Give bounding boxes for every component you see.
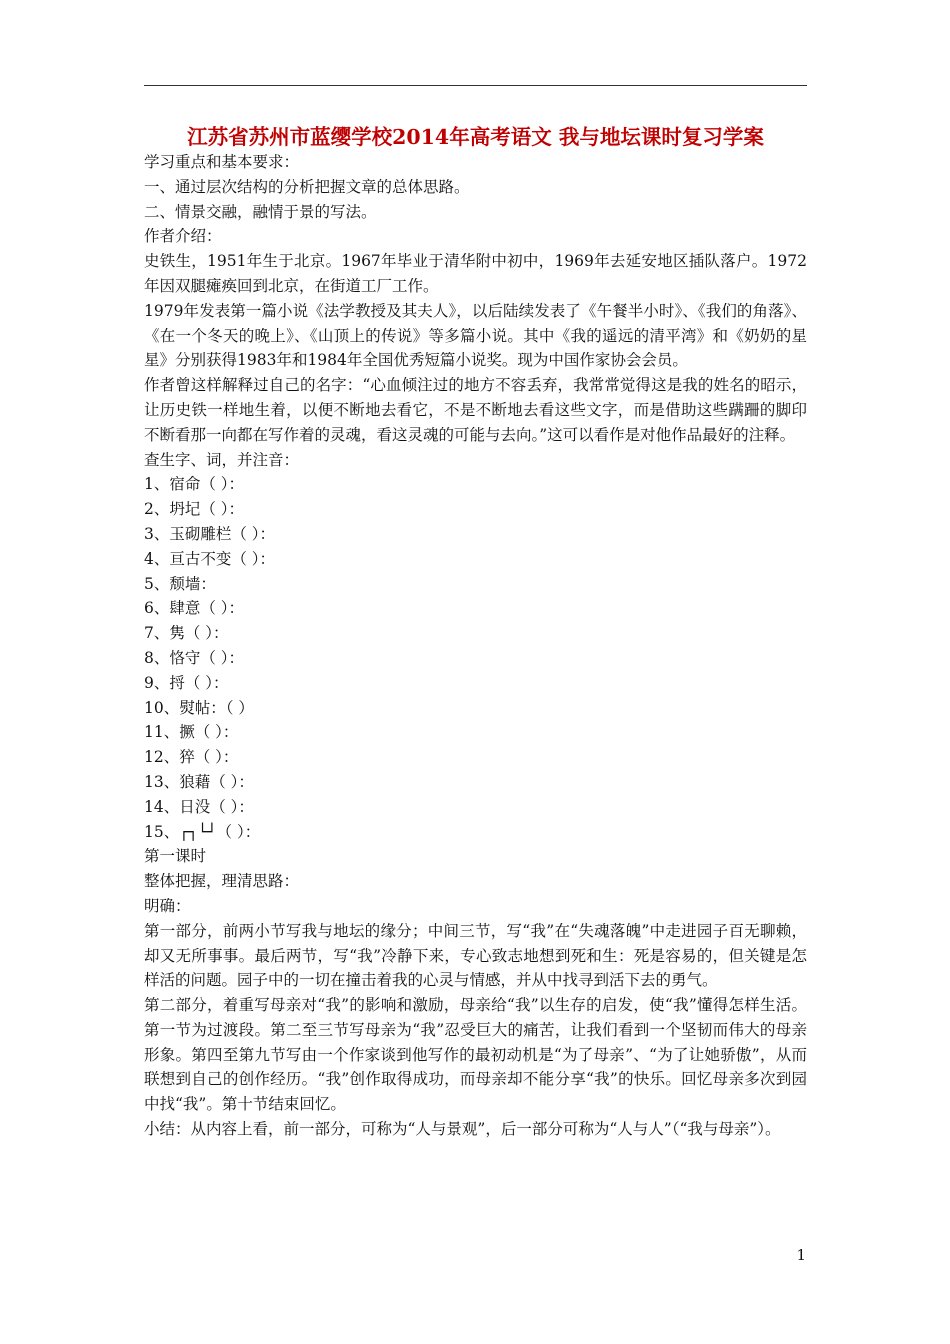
body-paragraph: 1979年发表第一篇小说《法学教授及其夫人》，以后陆续发表了《午餐半小时》、《我们的角落》、《在一个冬天的晚上》、《山顶上的传说》等多篇小说。其中《我的遥远的清平湾》和《奶奶的星星》分别获得1983年和1984年全国优秀短篇小说奖。现为中国作家协会会员。 <box>144 301 807 370</box>
body-paragraph: 4、亘古不变（ ）： <box>144 549 276 568</box>
body-paragraph: 6、肆意（ ）： <box>144 599 245 618</box>
body-paragraph: 7、隽（ ）： <box>144 624 229 643</box>
body-paragraph: 作者曾这样解释过自己的名字：“心血倾注过的地方不容丢弃，我常常觉得这是我的姓名的昭示，让历史铁一样地生着，以便不断地去看它，不是不断地去看这些文字，而是借助这些蹒跚的脚印不断看那一向都在写作着的灵魂，看这灵魂的可能与去向。”这可以看作是对他作品最好的注释。 <box>144 376 807 444</box>
body-paragraph: 14、日没（ ）： <box>144 797 254 816</box>
body-paragraph: 12、猝（ ）： <box>144 748 239 767</box>
body-paragraph: 10、熨帖：（ ） <box>144 698 254 717</box>
body-paragraph: 3、玉砌雕栏（ ）： <box>144 524 276 543</box>
body-paragraph: 9、捋（ ）： <box>144 673 229 692</box>
body-paragraph: 一、通过层次结构的分析把握文章的总体思路。 <box>144 177 470 196</box>
body-paragraph: 2、坍圮（ ）： <box>144 500 245 519</box>
body-paragraph: 明确： <box>144 896 191 915</box>
header-rule <box>144 85 807 86</box>
body-paragraph: 第一课时 <box>144 847 207 866</box>
document-body <box>144 150 807 1142</box>
body-paragraph: 小结：从内容上看，前一部分，可称为“人与景观”，后一部分可称为“人与人”（“我与母亲”）。 <box>144 1120 781 1139</box>
body-paragraph: 15、┌┐└┘（ ）： <box>144 822 261 841</box>
body-paragraph: 8、恪守（ ）： <box>144 648 245 667</box>
body-paragraph: 第一部分，前两小节写我与地坛的缘分；中间三节，写“我”在“失魂落魄”中走进园子百无聊赖，却又无所事事。最后两节，写“我”冷静下来，专心致志地想到死和生：死是容易的，但关键是怎样活的问题。园子中的一切在撞击着我的心灵与情感，并从中找寻到活下去的勇气。 <box>144 921 807 990</box>
body-paragraph: 作者介绍： <box>144 227 222 246</box>
body-paragraph: 学习重点和基本要求： <box>144 153 300 171</box>
body-paragraph: 13、狼藉（ ）： <box>144 772 254 791</box>
body-paragraph: 史铁生，1951年生于北京。1967年毕业于清华附中初中，1969年去延安地区插队落户。1972年因双腿瘫痪回到北京，在街道工厂工作。 <box>144 252 807 295</box>
body-paragraph: 查生字、词，并注音： <box>144 450 300 469</box>
document-title: 江苏省苏州市蓝缨学校2014年高考语文 我与地坛课时复习学案 <box>187 125 764 149</box>
body-paragraph: 二、情景交融，融情于景的写法。 <box>144 202 377 221</box>
body-paragraph: 5、颓墙： <box>144 574 216 593</box>
body-paragraph: 第二部分，着重写母亲对“我”的影响和激励，母亲给“我”以生存的启发，使“我”懂得怎样生活。第一节为过渡段。第二至三节写母亲为“我”忍受巨大的痛苦，让我们看到一个坚韧而伟大的母亲形象。第四至第九节写由一个作家谈到他写作的最初动机是“为了母亲”、“为了让她骄傲”，从而联想到自己的创作经历。“我”创作取得成功，而母亲却不能分享“我”的快乐。回忆母亲多次到园中找“我”。第十节结束回忆。 <box>144 996 807 1114</box>
body-paragraph: 11、撅（ ）： <box>144 723 239 742</box>
page-number: 1 <box>796 1246 806 1264</box>
body-paragraph: 整体把握，理清思路： <box>144 872 300 891</box>
body-paragraph: 1、宿命（ ）： <box>144 475 245 494</box>
